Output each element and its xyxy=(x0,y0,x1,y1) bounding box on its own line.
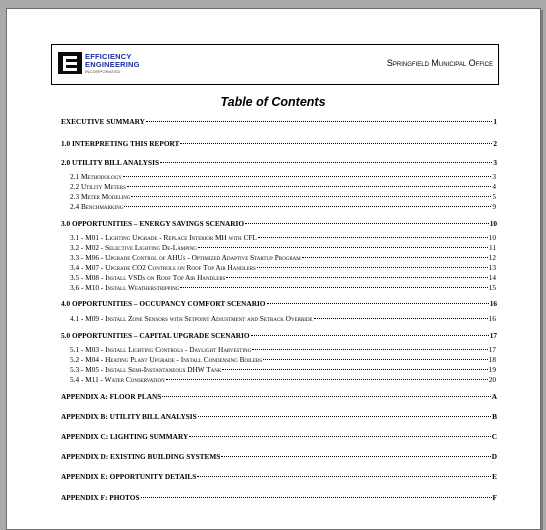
office-name: Springfield Municipal Office xyxy=(386,58,493,68)
toc-entry-label: 5.0 OPPORTUNITIES – CAPITAL UPGRADE SCENARIO xyxy=(61,331,250,340)
dot-leader xyxy=(197,475,491,477)
toc-entry-page-number: 10 xyxy=(489,219,497,228)
dot-leader xyxy=(251,334,489,336)
toc-entry-page-number: 14 xyxy=(488,273,496,282)
toc-entry[interactable] xyxy=(70,243,496,252)
toc-entry-page-number: 3 xyxy=(492,172,496,181)
dot-leader xyxy=(160,161,492,163)
toc-entry-label: 3.3 - M06 - Upgrade Control of AHUs - Optimized Adaptive Startup Program xyxy=(70,253,301,262)
toc-entry[interactable] xyxy=(61,158,497,167)
dot-leader xyxy=(252,348,487,350)
toc-entry-page-number: 17 xyxy=(489,331,497,340)
toc-entry-label: APPENDIX C: LIGHTING SUMMARY xyxy=(61,432,189,441)
toc-entry[interactable] xyxy=(61,331,497,340)
toc-entry-page-number: 15 xyxy=(488,283,496,292)
toc-title: Table of Contents xyxy=(220,95,326,109)
dot-leader xyxy=(166,378,488,380)
toc-entry-page-number: 4 xyxy=(492,182,496,191)
toc-entry-page-number: 12 xyxy=(488,253,496,262)
toc-entry[interactable] xyxy=(61,472,497,481)
dot-leader xyxy=(124,205,491,207)
toc-entry-label: APPENDIX D: EXISTING BUILDING SYSTEMS xyxy=(61,452,221,461)
toc-entry-page-number: E xyxy=(492,472,497,481)
toc-entry-page-number: 18 xyxy=(488,355,496,364)
toc-entry-label: APPENDIX F: PHOTOS xyxy=(61,493,140,502)
toc-entry-label: 5.1 - M03 - Install Lighting Controls - Daylight Harvesting xyxy=(70,345,252,354)
toc-entry-label: 3.0 OPPORTUNITIES – ENERGY SAVINGS SCENARIO xyxy=(61,219,245,228)
toc-entry-label: 2.0 UTILITY BILL ANALYSIS xyxy=(61,158,160,167)
toc-entry[interactable] xyxy=(61,412,497,421)
logo-mark-icon xyxy=(58,52,82,74)
page-header xyxy=(51,44,499,85)
dot-leader xyxy=(257,266,488,268)
dot-leader xyxy=(198,246,488,248)
toc-entry-label: 2.1 Methodology xyxy=(70,172,122,181)
toc-entry[interactable] xyxy=(61,299,497,308)
toc-entry[interactable] xyxy=(61,493,497,502)
toc-entry-label: 1.0 INTERPRETING THIS REPORT xyxy=(61,139,180,148)
dot-leader xyxy=(221,455,490,457)
toc-entry-label: 3.4 - M07 - Upgrade CO2 Controls on Roof Top Air Handlers xyxy=(70,263,256,272)
dot-leader xyxy=(198,415,491,417)
toc-entry-page-number: 17 xyxy=(488,345,496,354)
dot-leader xyxy=(245,222,489,224)
toc-entry-page-number: 16 xyxy=(489,299,497,308)
toc-entry[interactable] xyxy=(61,432,497,441)
toc-entry-page-number: 11 xyxy=(488,243,496,252)
toc-entry-page-number: 13 xyxy=(488,263,496,272)
toc-entry[interactable] xyxy=(70,314,496,323)
toc-entry-label: 5.3 - M05 - Install Semi-Instantaneous DHW Tank xyxy=(70,365,222,374)
dot-leader xyxy=(263,358,488,360)
toc-entry-label: APPENDIX A: FLOOR PLANS xyxy=(61,392,162,401)
toc-entry[interactable] xyxy=(70,355,496,364)
toc-entry-page-number: 2 xyxy=(493,139,497,148)
toc-entry-page-number: 5 xyxy=(492,192,496,201)
toc-entry-label: 2.3 Meter Modeling xyxy=(70,192,131,201)
toc-entry-label: 3.5 - M08 - Install VSDs on Roof Top Air Handlers xyxy=(70,273,226,282)
toc-entry-label: 5.2 - M04 - Heating Plant Upgrade - Install Condensing Boilers xyxy=(70,355,263,364)
logo-text-line3: INCORPORATED xyxy=(85,69,121,74)
toc-entry[interactable] xyxy=(61,219,497,228)
toc-entry[interactable] xyxy=(61,139,497,148)
toc-entry-page-number: 20 xyxy=(488,375,496,384)
dot-leader xyxy=(314,317,488,319)
toc-entry[interactable] xyxy=(70,192,496,201)
toc-entry[interactable] xyxy=(70,202,496,211)
toc-entry-label: APPENDIX B: UTILITY BILL ANALYSIS xyxy=(61,412,197,421)
toc-entry[interactable] xyxy=(70,283,496,292)
dot-leader xyxy=(180,286,487,288)
dot-leader xyxy=(123,175,491,177)
toc-entry[interactable] xyxy=(61,392,497,401)
dot-leader xyxy=(226,276,487,278)
toc-entry[interactable] xyxy=(70,253,496,262)
toc-entry[interactable] xyxy=(70,182,496,191)
toc-entry-page-number: 9 xyxy=(492,202,496,211)
toc-entry[interactable] xyxy=(70,345,496,354)
toc-entry[interactable] xyxy=(70,273,496,282)
toc-entry-page-number: 16 xyxy=(488,314,496,323)
logo-text-line2: ENGINEERING xyxy=(85,60,140,69)
toc-entry-label: 4.1 - M09 - Install Zone Sensors with Setpoint Adjustment and Setback Override xyxy=(70,314,313,323)
toc-entry-page-number: D xyxy=(491,452,497,461)
dot-leader xyxy=(141,496,492,498)
toc-entry-page-number: A xyxy=(491,392,497,401)
logo-text-line1: EFFICIENCY xyxy=(85,52,132,61)
dot-leader xyxy=(146,120,492,122)
toc-entry-label: 3.2 - M02 - Selective Lighting De-Lamping xyxy=(70,243,197,252)
toc-entry[interactable] xyxy=(70,263,496,272)
toc-entry[interactable] xyxy=(70,375,496,384)
toc-entry-label: APPENDIX E: OPPORTUNITY DETAILS xyxy=(61,472,197,481)
toc-entry-page-number: 10 xyxy=(488,233,496,242)
toc-entry-page-number: B xyxy=(492,412,497,421)
dot-leader xyxy=(189,435,490,437)
dot-leader xyxy=(131,195,491,197)
toc-entry[interactable] xyxy=(70,365,496,374)
toc-entry-label: 5.4 - M11 - Water Conservation xyxy=(70,375,165,384)
toc-entry-label: 4.0 OPPORTUNITIES – OCCUPANCY COMFORT SCENARIO xyxy=(61,299,266,308)
toc-entry-label: 3.1 - M01 - Lighting Upgrade - Replace Interior MH with CFL xyxy=(70,233,257,242)
toc-entry-label: 3.6 - M10 - Install Weatherstripping xyxy=(70,283,180,292)
dot-leader xyxy=(127,185,491,187)
toc-entry-label: 2.2 Utility Meters xyxy=(70,182,126,191)
dot-leader xyxy=(222,368,487,370)
toc-entry-page-number: C xyxy=(491,432,497,441)
dot-leader xyxy=(302,256,488,258)
toc-entry-label: 2.4 Benchmarking xyxy=(70,202,124,211)
toc-entry[interactable] xyxy=(61,117,497,126)
toc-entry-page-number: 19 xyxy=(488,365,496,374)
dot-leader xyxy=(162,395,490,397)
toc-entry[interactable] xyxy=(70,233,496,242)
toc-entry[interactable] xyxy=(70,172,496,181)
dot-leader xyxy=(267,302,489,304)
dot-leader xyxy=(258,236,488,238)
toc-entry-page-number: F xyxy=(492,493,497,502)
toc-entry-page-number: 1 xyxy=(493,117,497,126)
toc-entry-page-number: 3 xyxy=(493,158,497,167)
company-logo xyxy=(58,50,138,78)
dot-leader xyxy=(180,142,492,144)
toc-entry-label: EXECUTIVE SUMMARY xyxy=(61,117,145,126)
toc-entry[interactable] xyxy=(61,452,497,461)
